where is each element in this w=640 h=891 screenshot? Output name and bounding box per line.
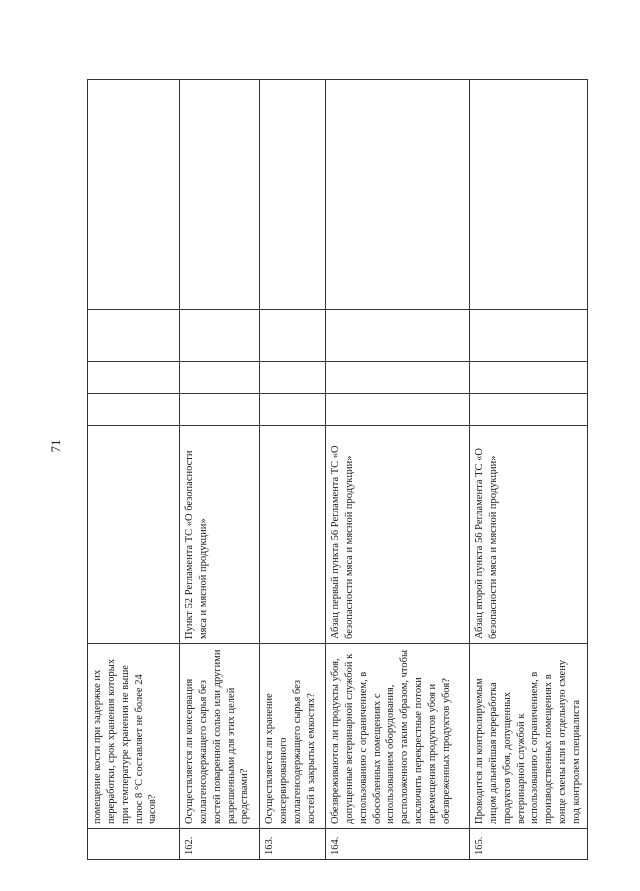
reference-cell: Абзац первый пункта 56 Регламента ТС «О безопасности мяса и мясной продукции» [326, 426, 470, 644]
no-cell [180, 362, 260, 394]
question-cell: Осуществляется ли хранение консервированного коллагенсодержащего сырья без костей в закрытых емкостях? [260, 644, 326, 829]
no-cell [326, 362, 470, 394]
row-number: 163. [260, 829, 326, 860]
note-cell [326, 80, 470, 310]
table-row [260, 80, 326, 860]
not-applicable-cell [180, 310, 260, 362]
not-applicable-cell [326, 310, 470, 362]
reference-cell [88, 426, 180, 644]
checklist-table [87, 79, 588, 860]
question-cell: Осуществляется ли консервация коллагенсодержащего сырья без костей поваренной солью или другими разрешенными для этих целей средствами? [180, 644, 260, 829]
note-cell [180, 80, 260, 310]
note-cell [88, 80, 180, 310]
note-cell [260, 80, 326, 310]
row-number [88, 829, 180, 860]
row-number: 162. [180, 829, 260, 860]
yes-cell [260, 394, 326, 426]
no-cell [470, 362, 588, 394]
reference-cell: Абзац второй пункта 56 Регламента ТС «О безопасности мяса и мясной продукции» [470, 426, 588, 644]
question-cell: Обезвреживаются ли продукты убоя, допущенные ветеринарной службой к использованию с ограничением, в обособленных помещениях с использованием оборудования, расположенного таким образом, чтобы исключить перекрестные потоки перемещения продуктов убоя и обезвреженных продуктов убоя? [326, 644, 470, 829]
not-applicable-cell [260, 310, 326, 362]
question-cell: помещение кости при задержке их переработки, срок хранения которых при температуре хранения не выше плюс 8 °С составляет не более 24 часов? [88, 644, 180, 829]
reference-cell [260, 426, 326, 644]
rotated-table-container [87, 80, 587, 860]
not-applicable-cell [470, 310, 588, 362]
page-number: 71 [48, 439, 63, 453]
yes-cell [326, 394, 470, 426]
reference-cell: Пункт 52 Регламента ТС «О безопасности мяса и мясной продукции» [180, 426, 260, 644]
table-row [470, 80, 588, 860]
note-cell [470, 80, 588, 310]
no-cell [88, 362, 180, 394]
row-number: 165. [470, 829, 588, 860]
yes-cell [88, 394, 180, 426]
not-applicable-cell [88, 310, 180, 362]
table-row [88, 80, 180, 860]
table-row [180, 80, 260, 860]
question-cell: Проводится ли контролируемым лицом дальнейшая переработка продуктов убоя, допущенных ветеринарной службой к использованию с ограничением, в производственных помещениях в конце смены или в отдельную смену под контролем специалиста [470, 644, 588, 829]
table-row [326, 80, 470, 860]
yes-cell [180, 394, 260, 426]
row-number: 164. [326, 829, 470, 860]
yes-cell [470, 394, 588, 426]
no-cell [260, 362, 326, 394]
